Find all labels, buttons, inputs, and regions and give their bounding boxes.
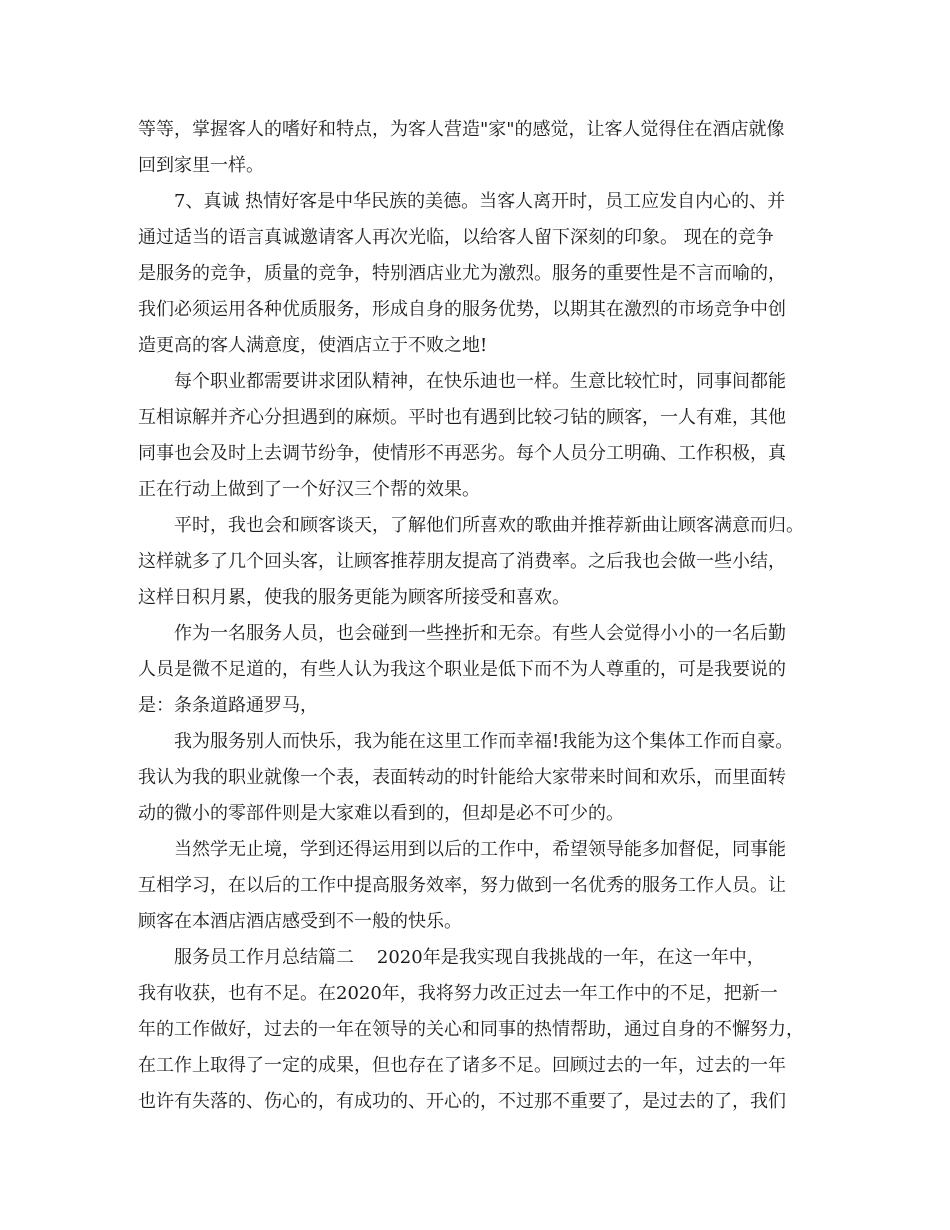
text-line: 顾客在本酒店酒店感受到不一般的快乐。 xyxy=(138,911,462,932)
text-line: 互相谅解并齐心分担遇到的麻烦。平时也有遇到比较刁钻的顾客，一人有难，其他 xyxy=(138,407,786,428)
text-line: 我认为我的职业就像一个表，表面转动的时针能给大家带来时间和欢乐，而里面转 xyxy=(138,767,786,788)
text-line: 等等，掌握客人的嗜好和特点，为客人营造"家"的感觉，让客人觉得住在酒店就像 xyxy=(138,119,785,140)
text-line: 通过适当的语言真诚邀请客人再次光临，以给客人留下深刻的印象。 现在的竞争 xyxy=(138,227,774,248)
text-line: 这样就多了几个回头客，让顾客推荐朋友提高了消费率。之后我也会做一些小结， xyxy=(138,551,786,572)
text-line: 在工作上取得了一定的成果，但也存在了诸多不足。回顾过去的一年，过去的一年 xyxy=(138,1055,786,1076)
text-line: 平时，我也会和顾客谈天，了解他们所喜欢的歌曲并推荐新曲让顾客满意而归。 xyxy=(174,515,804,536)
text-line: 也许有失落的、伤心的，有成功的、开心的，不过那不重要了，是过去的了，我们 xyxy=(138,1091,786,1112)
text-line: 当然学无止境，学到还得运用到以后的工作中，希望领导能多加督促，同事能 xyxy=(174,839,786,860)
text-line: 动的微小的零部件则是大家难以看到的，但却是必不可少的。 xyxy=(138,803,624,824)
text-line: 人员是微不足道的，有些人认为我这个职业是低下而不为人尊重的，可是我要说的 xyxy=(138,659,786,680)
text-line: 造更高的客人满意度，使酒店立于不败之地! xyxy=(138,335,488,356)
text-line: 回到家里一样。 xyxy=(138,155,264,176)
text-line: 互相学习，在以后的工作中提高服务效率，努力做到一名优秀的服务工作人员。让 xyxy=(138,875,786,896)
text-line: 正在行动上做到了一个好汉三个帮的效果。 xyxy=(138,479,480,500)
text-line: 服务员工作月总结篇二 2020年是我实现自我挑战的一年，在这一年中， xyxy=(174,947,765,968)
text-line: 我为服务别人而快乐，我为能在这里工作而幸福!我能为这个集体工作而自豪。 xyxy=(174,731,794,752)
text-line: 年的工作做好，过去的一年在领导的关心和同事的热情帮助，通过自身的不懈努力， xyxy=(138,1019,804,1040)
text-line: 每个职业都需要讲求团队精神，在快乐迪也一样。生意比较忙时，同事间都能 xyxy=(174,371,786,392)
text-line: 我们必须运用各种优质服务，形成自身的服务优势，以期其在激烈的市场竞争中创 xyxy=(138,299,786,320)
text-line: 我有收获，也有不足。在2020年，我将努力改正过去一年工作中的不足，把新一 xyxy=(138,983,778,1004)
text-line: 同事也会及时上去调节纷争，使情形不再恶劣。每个人员分工明确、工作积极，真 xyxy=(138,443,786,464)
text-line: 这样日积月累，使我的服务更能为顾客所接受和喜欢。 xyxy=(138,587,570,608)
text-line: 作为一名服务人员，也会碰到一些挫折和无奈。有些人会觉得小小的一名后勤 xyxy=(174,623,786,644)
text-line: 是服务的竞争，质量的竞争，特别酒店业尤为激烈。服务的重要性是不言而喻的， xyxy=(138,263,786,284)
text-line: 7、真诚 热情好客是中华民族的美德。当客人离开时，员工应发自内心的、并 xyxy=(174,191,786,212)
text-line: 是：条条道路通罗马， xyxy=(138,695,318,716)
